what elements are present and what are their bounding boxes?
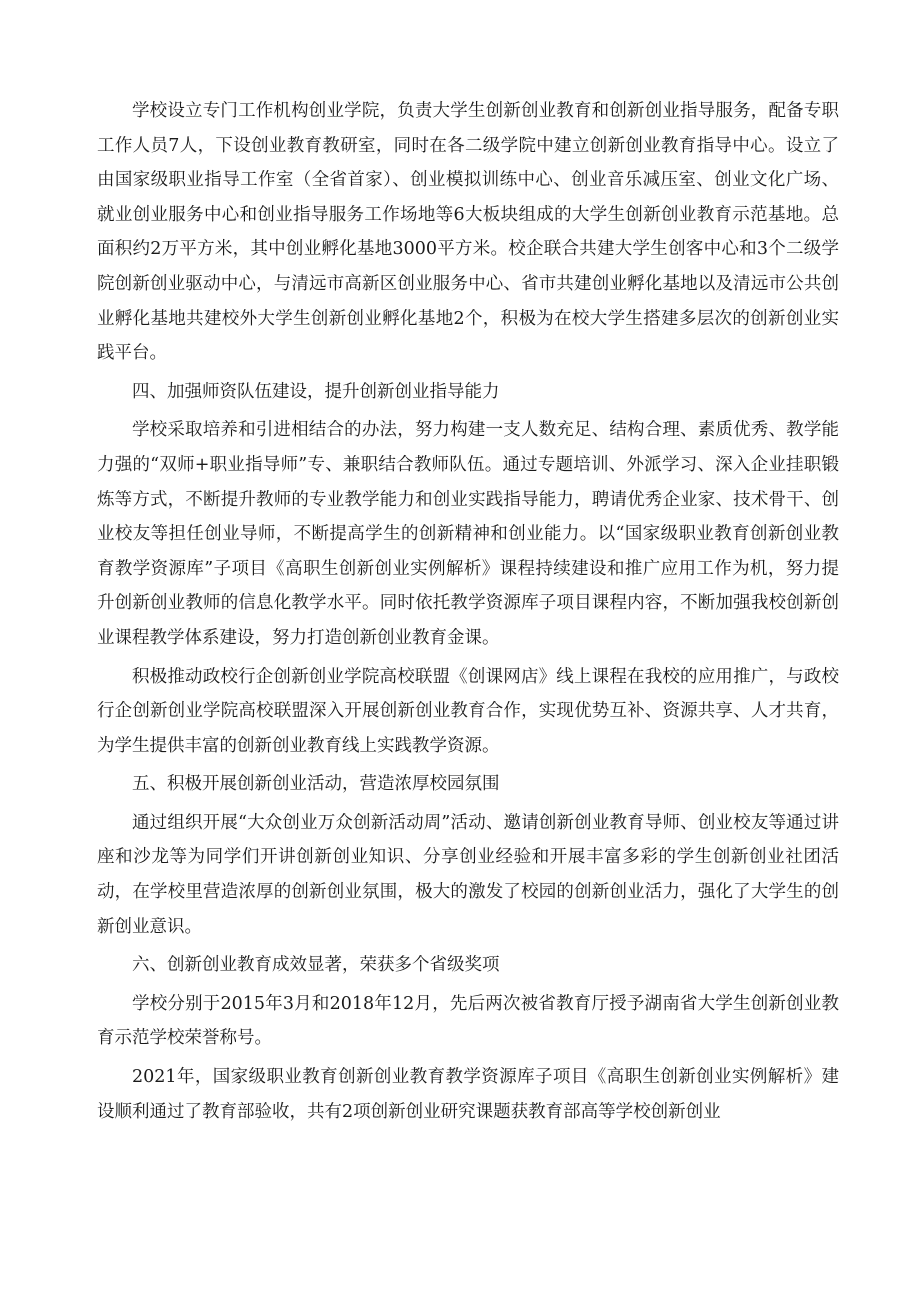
- section-heading-activities: 五、积极开展创新创业活动，营造浓厚校园氛围: [132, 774, 500, 795]
- paragraph-teacher-training: 学校采取培养和引进相结合的办法，努力构建一支人数充足、结构合理、素质优秀、教学能力强的“双师+职业指导师”专、兼职结合教师队伍。通过专题培训、外派学习、深入企业挂职锻炼等方式，不断提升教师的专业教学能力和创业实践指导能力，聘请优秀企业家、技术骨干、创业校友等担任创业导师，不断提高学生的创新精神和创业能力。以“国家级职业教育创新创业教育教学资源库”子项目《高职生创新创业实例解析》课程持续建设和推广应用工作为机，努力提升创新创业教师的信息化教学水平。同时依托教学资源库子项目课程内容，不断加强我校创新创业课程教学体系建设，努力打造创新创业教育金课。: [97, 420, 839, 648]
- paragraph-activities: 通过组织开展“大众创业万众创新活动周”活动、邀请创新创业教育导师、创业校友等通过讲座和沙龙等为同学们开讲创新创业知识、分享创业经验和开展丰富多彩的学生创新创业社团活动，在学校里营造浓厚的创新创业氛围，极大的激发了校园的创新创业活力，强化了大学生的创新创业意识。: [97, 812, 839, 937]
- paragraph-online-course: 积极推动政校行企创新创业学院高校联盟《创课网店》线上课程在我校的应用推广，与政校行企创新创业学院高校联盟深入开展创新创业教育合作，实现优势互补、资源共享、人才共育，为学生提供丰富的创新创业教育线上实践教学资源。: [97, 666, 839, 756]
- paragraph-2021-acceptance: 2021年，国家级职业教育创新创业教育教学资源库子项目《高职生创新创业实例解析》建设顺利通过了教育部验收，共有2项创新创业研究课题获教育部高等学校创新创业: [97, 1067, 839, 1122]
- section-heading-teachers: 四、加强师资队伍建设，提升创新创业指导能力: [132, 381, 500, 402]
- document-page: [97, 94, 839, 1133]
- section-heading-achievements: 六、创新创业教育成效显著，荣获多个省级奖项: [132, 955, 500, 976]
- paragraph-venture-college: 学校设立专门工作机构创业学院，负责大学生创新创业教育和创新创业指导服务，配备专职工作人员7人，下设创业教育教研室，同时在各二级学院中建立创新创业教育指导中心。设立了由国家级职业指导工作室（全省首家）、创业模拟训练中心、创业音乐减压室、创业文化广场、就业创业服务中心和创业指导服务工作场地等6大板块组成的大学生创新创业教育示范基地。总面积约2万平方米，其中创业孵化基地3000平方米。校企联合共建大学生创客中心和3个二级学院创新创业驱动中心，与清远市高新区创业服务中心、省市共建创业孵化基地以及清远市公共创业孵化基地共建校外大学生创新创业孵化基地2个，积极为在校大学生搭建多层次的创新创业实践平台。: [97, 101, 839, 364]
- paragraph-demo-school: 学校分别于2015年3月和2018年12月，先后两次被省教育厅授予湖南省大学生创新创业教育示范学校荣誉称号。: [97, 993, 839, 1049]
